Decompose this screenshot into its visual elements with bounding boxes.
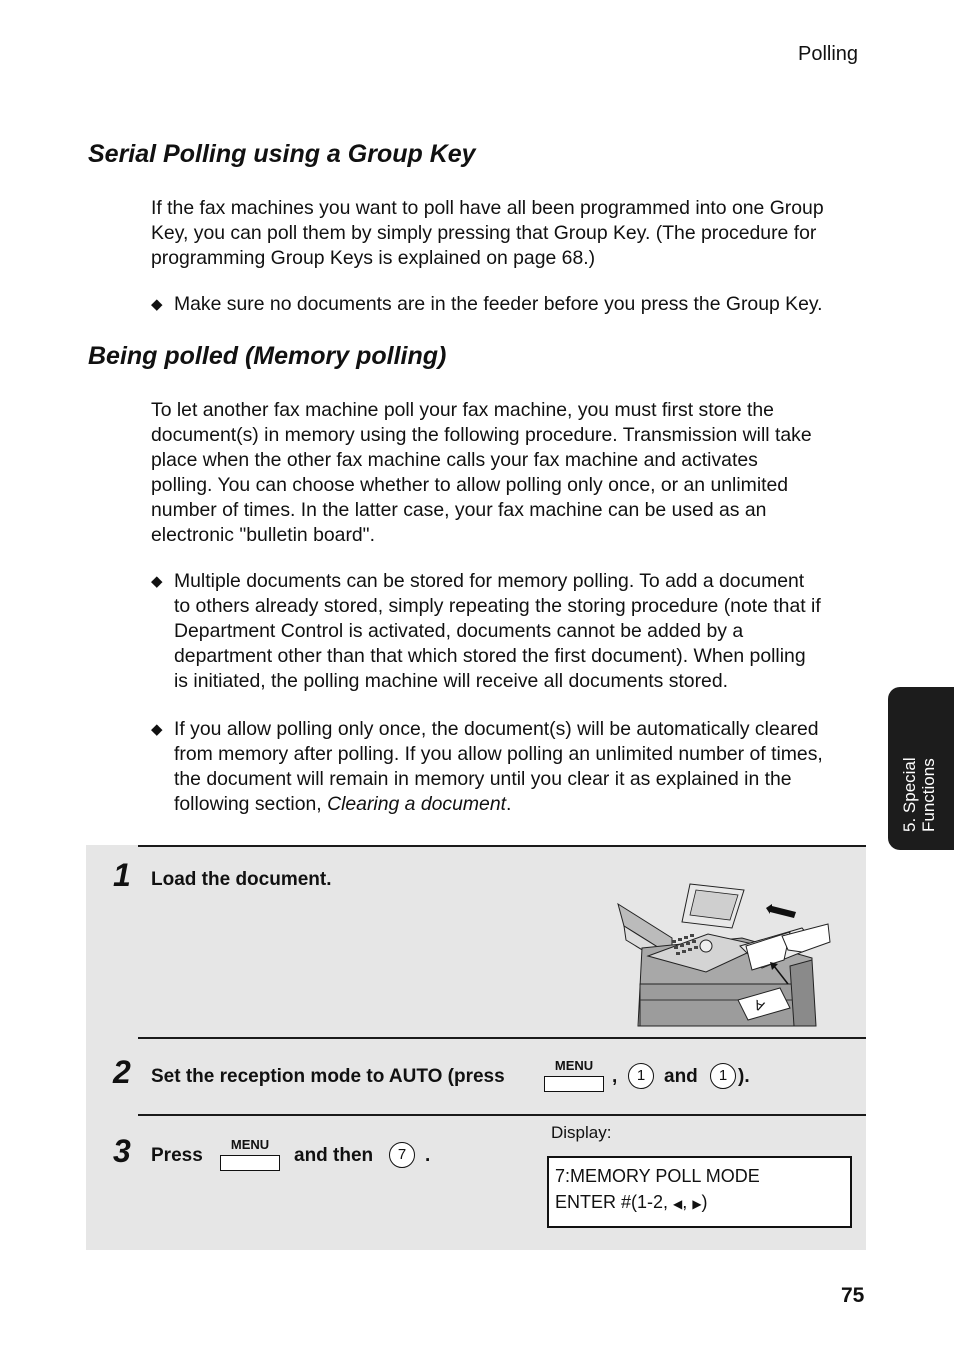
bullet-text [174, 569, 856, 694]
step-closing: ). [738, 1066, 750, 1087]
bullet-line-prefix: following section, [174, 793, 328, 815]
step-number: 2 [113, 1054, 131, 1090]
section-heading-memory-polling: Being polled (Memory polling) [88, 342, 447, 370]
lcd-line-suffix: ) [701, 1192, 708, 1212]
left-arrow-icon: ◀ [673, 1197, 683, 1211]
side-tab-label [900, 692, 938, 832]
right-arrow-icon: ▶ [692, 1197, 702, 1211]
menu-key-label: MENU [554, 1058, 594, 1073]
paragraph-line: number of times. In the latter case, your fax machine can be used as an [151, 499, 767, 521]
step-closing: . [425, 1145, 431, 1166]
svg-text:A: A [752, 996, 767, 1016]
side-tab-line: Functions [919, 758, 938, 832]
lcd-display [547, 1156, 852, 1228]
step-separator: , [612, 1066, 618, 1087]
bullet-line: Department Control is activated, documents cannot be added by a [174, 620, 744, 642]
diamond-bullet-icon: ◆ [151, 296, 163, 313]
step-number: 1 [113, 857, 131, 893]
section-heading-serial-polling: Serial Polling using a Group Key [88, 140, 476, 168]
step-number: 3 [113, 1133, 131, 1169]
page-number: 75 [841, 1284, 865, 1307]
bullet-line-suffix: . [506, 793, 512, 815]
bullet-item [151, 569, 856, 694]
bullet-line: from memory after polling. If you allow polling an unlimited number of times, [174, 743, 823, 765]
paragraph-line: If the fax machines you want to poll have all been programmed into one Group [151, 197, 824, 219]
paragraph-line: programming Group Keys is explained on page 68.) [151, 247, 596, 269]
paragraph-line: To let another fax machine poll your fax machine, you must first store the [151, 399, 774, 421]
menu-key-label: MENU [230, 1137, 270, 1152]
step-divider [138, 1037, 866, 1039]
bullet-line: If you allow polling only once, the document(s) will be automatically cleared [174, 718, 819, 740]
number-key-7[interactable]: 7 [389, 1142, 415, 1168]
bullet-line [174, 792, 856, 817]
step-divider [138, 1114, 866, 1116]
menu-key-button-icon [220, 1155, 280, 1171]
side-tab-line: 5. Special [900, 757, 919, 832]
bullet-line: Multiple documents can be stored for memory polling. To add a document [174, 570, 805, 592]
step-conjunction: and then [294, 1145, 374, 1166]
step-divider [138, 845, 866, 847]
diamond-bullet-icon: ◆ [151, 573, 163, 590]
step-instruction: Load the document. [151, 869, 332, 890]
memory-polling-paragraph [151, 398, 856, 548]
bullet-item [151, 717, 856, 817]
bullet-item [151, 292, 856, 317]
chapter-side-tab [888, 687, 954, 850]
lcd-separator: , [682, 1192, 688, 1212]
lcd-line [555, 1192, 708, 1213]
step-instruction: Press [151, 1145, 203, 1166]
display-label: Display: [551, 1123, 612, 1142]
menu-key[interactable] [544, 1058, 604, 1092]
bullet-line: is initiated, the polling machine will receive all documents stored. [174, 670, 728, 692]
menu-key-button-icon [544, 1076, 604, 1092]
step-instruction: Set the reception mode to AUTO (press [151, 1066, 505, 1087]
bullet-text [174, 717, 856, 817]
step-conjunction: and [664, 1066, 698, 1087]
fax-machine-illustration [612, 876, 837, 1030]
paragraph-line: electronic "bulletin board". [151, 524, 375, 546]
paragraph-line: Key, you can poll them by simply pressing that Group Key. (The procedure for [151, 222, 817, 244]
paragraph-line: place when the other fax machine calls your fax machine and activates [151, 449, 758, 471]
lcd-line: 7:MEMORY POLL MODE [555, 1166, 760, 1186]
menu-key[interactable] [220, 1137, 280, 1171]
cross-reference-link: Clearing a document [327, 793, 506, 815]
paragraph-line: document(s) in memory using the following procedure. Transmission will take [151, 424, 812, 446]
running-header: Polling [798, 43, 859, 65]
diamond-bullet-icon: ◆ [151, 721, 163, 738]
bullet-line: the document will remain in memory until you clear it as explained in the [174, 768, 792, 790]
bullet-line: to others already stored, simply repeating the storing procedure (note that if [174, 595, 821, 617]
serial-polling-paragraph [151, 196, 856, 271]
bullet-text: Make sure no documents are in the feeder before you press the Group Key. [174, 293, 823, 315]
number-key-1[interactable]: 1 [628, 1063, 654, 1089]
lcd-line-prefix: ENTER #(1-2, [555, 1192, 669, 1212]
bullet-line: department other than that which stored the first document). When polling [174, 645, 806, 667]
paragraph-line: polling. You can choose whether to allow polling only once, or an unlimited [151, 474, 789, 496]
number-key-1[interactable]: 1 [710, 1063, 736, 1089]
